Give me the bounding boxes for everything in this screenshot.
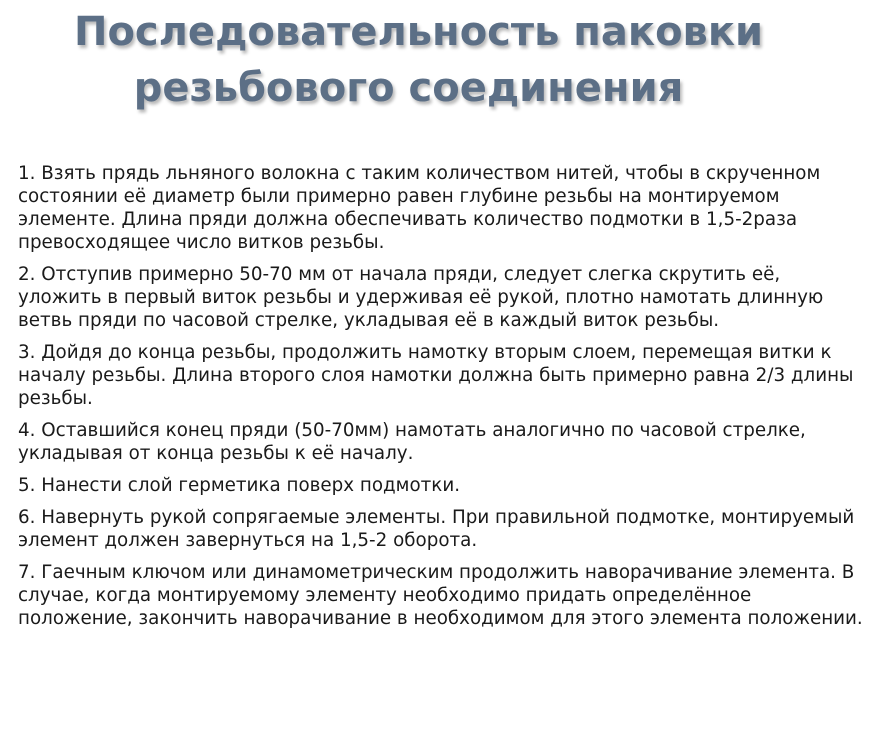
- title-line-2: резьбового соединения: [133, 65, 684, 111]
- step-item-5: 5. Нанести слой герметика поверх подмотки.: [18, 475, 461, 496]
- steps-list: [18, 162, 868, 639]
- step-item-4: 4. Оставшийся конец пряди (50-70мм) намотать аналогично по часовой стрелке, укладывая от конца резьбы к её началу.: [18, 420, 806, 464]
- step-item-1: 1. Взять прядь льняного волокна с таким количеством нитей, чтобы в скрученном состоянии её диаметр были примерно равен глубине резьбы на монтируемом элементе. Длина пряди должна обеспечивать количество подмотки в 1,5-2раза превосходящее число витков резьбы.: [18, 163, 821, 253]
- title-line-1: Последовательность паковки: [73, 9, 764, 55]
- step-item-3: 3. Дойдя до конца резьбы, продолжить намотку вторым слоем, перемещая витки к началу резьбы. Длина второго слоя намотки должна быть примерно равна 2/3 длины резьбы.: [18, 342, 854, 409]
- step-item-7: 7. Гаечным ключом или динамометрическим продолжить наворачивание элемента. В случае, когда монтируемому элементу необходимо придать определённое положение, закончить наворачивание в необходимом для этого элемента положении.: [18, 562, 863, 629]
- step-item-2: 2. Отступив примерно 50-70 мм от начала пряди, следует слегка скрутить её, уложить в первый виток резьбы и удерживая её рукой, плотно намотать длинную ветвь пряди по часовой стрелке, укладывая её в каждый виток резьбы.: [18, 264, 824, 331]
- page-title: [0, 4, 877, 116]
- step-item-6: 6. Навернуть рукой сопрягаемые элементы. При правильной подмотке, монтируемый элемент должен завернуться на 1,5-2 оборота.: [18, 507, 855, 551]
